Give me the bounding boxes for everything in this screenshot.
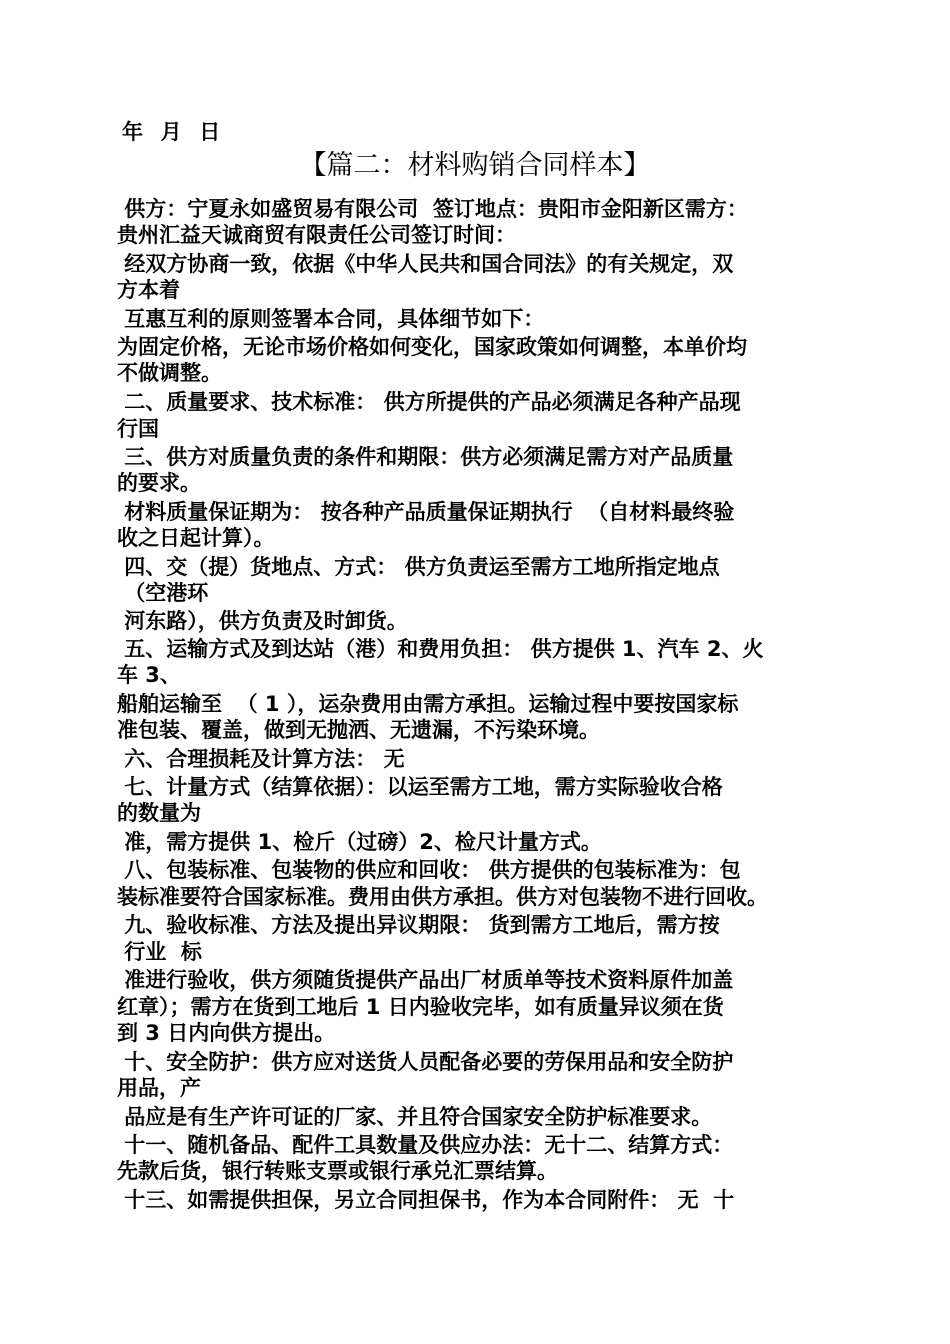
body-line: 四、交（提）货地点、方式： 供方负责运至需方工地所指定地点 (117, 555, 720, 579)
body-line: 方本着 (117, 278, 180, 302)
body-line: 的数量为 (117, 801, 201, 825)
body-line: 准包装、覆盖，做到无抛洒、无遗漏，不污染环境。 (117, 718, 600, 742)
body-line: 互惠互利的原则签署本合同，具体细节如下： (117, 307, 545, 331)
body-line: 十一、随机备品、配件工具数量及供应办法：无十二、结算方式： (117, 1133, 734, 1157)
body-line: 行国 (117, 417, 159, 441)
body-line: 七、计量方式（结算依据）：以运至需方工地，需方实际验收合格 (117, 775, 723, 799)
document-title: 【篇二：材料购销合同样本】 (299, 150, 651, 181)
body-line: 十三、如需提供担保，另立合同担保书，作为本合同附件： 无 十 (117, 1188, 735, 1212)
body-line: 二、质量要求、技术标准： 供方所提供的产品必须满足各种产品现 (117, 390, 741, 414)
body-line: 到 3 日内向供方提出。 (117, 1021, 336, 1045)
body-line: 行业 标 (117, 940, 202, 964)
body-line: 五、运输方式及到达站（港）和费用负担： 供方提供 1、汽车 2、火 (117, 637, 764, 661)
body-line: 红章）；需方在货到工地后 1 日内验收完毕，如有质量异议须在货 (117, 995, 724, 1019)
body-line: 供方：宁夏永如盛贸易有限公司 签订地点：贵阳市金阳新区需方： (117, 197, 748, 221)
body-line: 准进行验收，供方须随货提供产品出厂材质单等技术资料原件加盖 (117, 968, 734, 992)
body-line: 材料质量保证期为： 按各种产品质量保证期执行 （自材料最终验 (117, 500, 735, 524)
body-line: 收之日起计算）。 (117, 526, 275, 550)
body-line: 准，需方提供 1、检斤（过磅）2、检尺计量方式。 (117, 830, 602, 854)
body-line: 船舶运输至 （ 1 ），运杂费用由需方承担。运输过程中要按国家标 (117, 692, 739, 716)
body-line: 三、供方对质量负责的条件和期限：供方必须满足需方对产品质量 (117, 445, 734, 469)
body-line: 六、合理损耗及计算方法： 无 (117, 747, 405, 771)
body-line: 河东路），供方负责及时卸货。 (117, 609, 408, 633)
body-line: 品应是有生产许可证的厂家、并且符合国家安全防护标准要求。 (117, 1105, 713, 1129)
body-line: 用品，产 (117, 1076, 201, 1100)
body-line: 不做调整。 (117, 361, 222, 385)
body-line: （空港环 (117, 581, 209, 605)
body-line: 八、包装标准、包装物的供应和回收： 供方提供的包装标准为：包 (117, 858, 741, 882)
date-line: 年 月 日 (122, 120, 222, 144)
body-line: 经双方协商一致，依据《中华人民共和国合同法》的有关规定，双 (117, 252, 734, 276)
body-line: 九、验收标准、方法及提出异议期限： 货到需方工地后，需方按 (117, 913, 720, 937)
body-line: 十、安全防护：供方应对送货人员配备必要的劳保用品和安全防护 (117, 1050, 734, 1074)
body-line: 车 3、 (117, 663, 181, 687)
body-line: 贵州汇益天诚商贸有限责任公司签订时间： (117, 223, 516, 247)
body-line: 为固定价格，无论市场价格如何变化，国家政策如何调整，本单价均 (117, 335, 747, 359)
body-line: 先款后货，银行转账支票或银行承兑汇票结算。 (117, 1159, 558, 1183)
body-line: 装标准要符合国家标准。费用由供方承担。供方对包装物不进行回收。 (117, 885, 768, 909)
body-line: 的要求。 (117, 471, 201, 495)
